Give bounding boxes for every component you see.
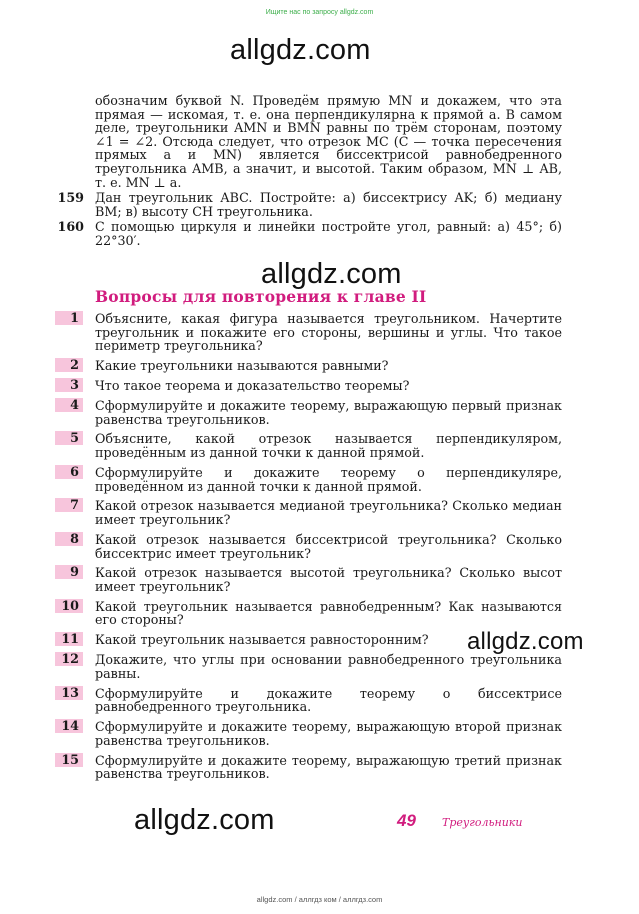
page-label: Треугольники	[442, 816, 523, 829]
question-item	[61, 651, 562, 681]
question-item	[61, 597, 562, 628]
task-text: С помощью циркуля и линейки постройте угол, равный: а) 45°; б) 22°30′.	[95, 219, 562, 248]
question-item	[70, 377, 562, 394]
question-text: Что такое теорема и доказательство теоремы?	[95, 378, 410, 394]
intro-paragraph: обозначим буквой N. Проведём прямую MN и докажем, что эта прямая — искомая, т. е. она перпендикулярна к прямой a. В самом деле, треугольники AMN и BMN равны по трём сторонам, поэтому ∠1 = ∠2. Отсюда следует, что отрезок MC (C — точка пересечения прямых a и MN) является биссектрисой равнобедренного треугольника AMB, а значит, и высотой. Таким образом, MN ⊥ AB, т. е. MN ⊥ a.	[95, 93, 562, 190]
page-number: 49	[397, 811, 416, 830]
question-text: Какой треугольник называется равносторонним?	[95, 632, 429, 648]
question-item	[70, 357, 562, 374]
question-item	[70, 430, 562, 461]
top-link[interactable]: Ищите нас по запросу allgdz.com	[265, 9, 374, 16]
question-text: Объясните, какой отрезок называется перпендикуляром, проведённым из данной точки к данной прямой.	[95, 431, 562, 461]
question-number-badge: 9	[55, 565, 83, 579]
question-number-badge: 13	[55, 686, 83, 700]
question-number-badge: 2	[55, 358, 83, 372]
question-text: Сформулируйте и докажите теорему, выражающую второй признак равенства треугольников.	[95, 719, 562, 748]
question-item	[70, 463, 562, 494]
question-item	[70, 497, 562, 528]
question-item	[61, 684, 562, 715]
question-text: Сформулируйте и докажите теорему, выражающую третий признак равенства треугольников.	[95, 752, 562, 782]
question-number-badge: 11	[55, 632, 83, 646]
questions-list	[61, 310, 562, 782]
task-160	[57, 219, 562, 248]
question-text: Какой отрезок называется высотой треугольника? Сколько высот имеет треугольник?	[95, 565, 562, 594]
question-item	[70, 310, 562, 354]
question-number-badge: 15	[55, 753, 83, 767]
question-number-badge: 12	[55, 652, 83, 666]
watermark: allgdz.com	[467, 628, 584, 655]
question-item	[70, 530, 562, 561]
question-text: Какой отрезок называется биссектрисой треугольника? Сколько биссектрис имеет треугольник?	[95, 531, 562, 561]
question-number-badge: 4	[55, 398, 83, 412]
section-title: Вопросы для повторения к главе II	[95, 286, 427, 306]
question-text: Сформулируйте и докажите теорему, выражающую первый признак равенства треугольников.	[95, 397, 562, 427]
watermark: allgdz.com	[261, 258, 402, 290]
question-number-badge: 14	[55, 719, 83, 733]
question-number-badge: 5	[55, 431, 83, 445]
task-text: Дан треугольник ABC. Постройте: а) биссектрису AK; б) медиану BM; в) высоту CH треугольника.	[95, 190, 562, 219]
page-content	[57, 93, 562, 787]
question-number-badge: 10	[55, 599, 83, 613]
question-text: Сформулируйте и докажите теорему о перпендикуляре, проведённом из данной точки к данной прямой.	[95, 464, 562, 494]
task-number: 160	[57, 219, 84, 235]
question-text: Какие треугольники называются равными?	[95, 358, 389, 374]
task-number: 159	[57, 190, 84, 206]
question-number-badge: 3	[55, 378, 83, 392]
question-number-badge: 7	[55, 498, 83, 512]
question-item	[61, 718, 562, 748]
watermark: allgdz.com	[134, 804, 275, 836]
bottom-link[interactable]: allgdz.com / аллгдз ком / аллгдз.com	[256, 895, 383, 904]
question-item	[70, 396, 562, 427]
question-number-badge: 8	[55, 532, 83, 546]
question-item	[70, 564, 562, 594]
question-text: Докажите, что углы при основании равнобедренного треугольника равны.	[95, 652, 562, 681]
question-text: Объясните, какая фигура называется треугольником. Начертите треугольник и покажите его стороны, вершины и углы. Что такое периметр треугольника?	[95, 311, 562, 354]
question-text: Какой отрезок называется медианой треугольника? Сколько медиан имеет треугольник?	[95, 498, 562, 528]
question-text: Сформулируйте и докажите теорему о биссектрисе равнобедренного треугольника.	[95, 685, 562, 715]
question-number-badge: 1	[55, 311, 83, 325]
question-number-badge: 6	[55, 465, 83, 479]
question-item	[61, 751, 562, 782]
watermark: allgdz.com	[230, 34, 371, 66]
task-159	[57, 190, 562, 219]
question-text: Какой треугольник называется равнобедренным? Как называются его стороны?	[95, 598, 562, 628]
